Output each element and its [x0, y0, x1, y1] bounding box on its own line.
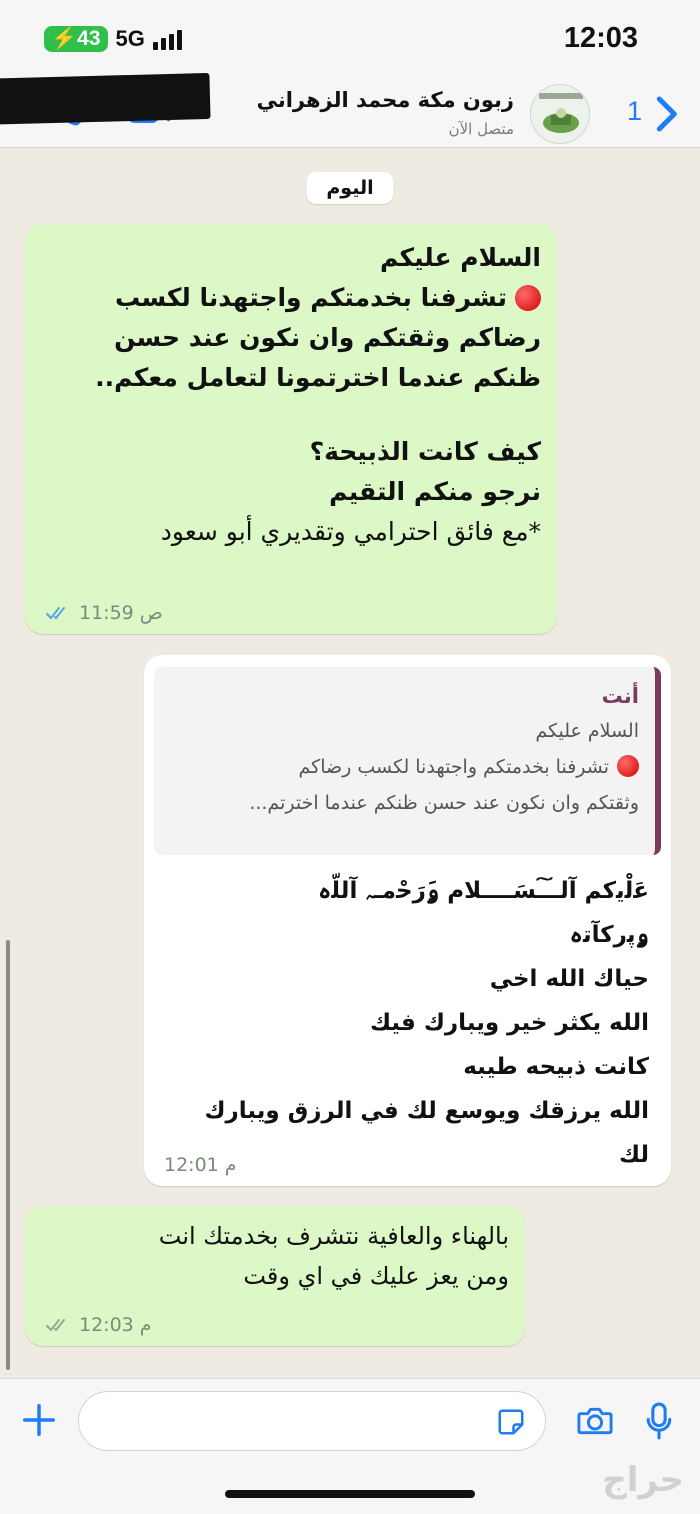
quote-line: وثقتكم وان نكون عند حسن ظنكم عندما اخترتم...	[249, 792, 639, 814]
message-bubble-outgoing[interactable]	[25, 1206, 525, 1346]
chat-header	[0, 78, 700, 148]
camera-icon[interactable]	[576, 1403, 614, 1439]
message-line: كيف كانت الذبيحة؟	[309, 437, 541, 466]
red-circle-emoji-icon	[515, 285, 541, 311]
message-time: 11:59 ص	[79, 602, 163, 624]
message-line: حياك الله اخي	[489, 966, 649, 992]
message-line: كانت ذبيحه طيبه	[463, 1054, 649, 1080]
quote-author: أنت	[601, 684, 639, 708]
back-chevron-icon[interactable]	[650, 94, 682, 134]
message-input[interactable]	[78, 1391, 546, 1451]
message-line: تشرفنا بخدمتكم واجتهدنا لكسب	[41, 278, 541, 318]
plus-icon[interactable]	[20, 1401, 58, 1439]
message-line: ظنكم عندما اخترتمونا لتعامل معكم..	[95, 363, 541, 392]
message-meta	[45, 1314, 152, 1336]
status-indicators	[44, 26, 182, 52]
unread-count[interactable]: 1	[626, 96, 642, 126]
status-bar	[0, 0, 700, 78]
message-line: ومن يعز عليك في اي وقت	[243, 1262, 509, 1290]
message-line: *مع فائق احترامي وتقديري أبو سعود	[160, 517, 541, 546]
message-line: بالهناء والعافية نتشرف بخدمتك انت	[158, 1222, 509, 1250]
presence-status: متصل الآن	[448, 120, 514, 138]
message-line: الله يرزقك ويوسع لك في الرزق ويبارك	[204, 1098, 649, 1124]
delivered-receipt-icon	[45, 1317, 73, 1333]
home-indicator	[225, 1490, 475, 1498]
battery-indicator	[44, 26, 108, 52]
message-meta	[164, 1154, 237, 1176]
avatar-image	[531, 85, 590, 144]
avatar[interactable]	[530, 84, 590, 144]
name-redaction	[0, 73, 211, 125]
message-time: 12:03 م	[79, 1314, 152, 1336]
network-type: 5G	[115, 26, 145, 51]
microphone-icon[interactable]	[644, 1401, 674, 1441]
message-line: السلام عليكم	[379, 243, 541, 272]
watermark-logo: حراج	[602, 1460, 684, 1500]
message-bubble-outgoing[interactable]	[25, 224, 557, 634]
scrollbar[interactable]	[6, 940, 10, 1370]
quote-line: تشرفنا بخدمتكم واجتهدنا لكسب رضاكم	[170, 749, 639, 785]
message-line: الله يكثر خير ويبارك فيك	[369, 1010, 649, 1036]
message-body	[154, 855, 661, 1177]
message-line: رضاكم وثقتكم وان نكون عند حسن	[114, 323, 541, 352]
sticker-icon[interactable]	[496, 1407, 526, 1437]
message-time: 12:01 م	[164, 1154, 237, 1176]
quoted-message[interactable]	[154, 667, 661, 855]
message-line: نرجو منكم التقيم	[329, 477, 541, 506]
message-line: ﻋَﻟْﻳﻛﻢ ﺁﻟــ͠ـسَــــلاﻡ ۅَﺭَﺣْﻣـﮧ ﺁﻟﻠّہ	[317, 878, 649, 904]
message-line: ۅِﭘﺭﻛﺂﺗہ	[569, 922, 649, 948]
date-separator: اليوم	[306, 172, 393, 204]
message-line: لك	[618, 1142, 649, 1168]
contact-name[interactable]: زبون مكة محمد الزهراني	[257, 88, 514, 112]
read-receipt-icon	[45, 605, 73, 621]
quote-line: السلام عليكم	[535, 720, 639, 742]
charging-icon: ⚡	[51, 27, 78, 50]
battery-level: 43	[77, 27, 101, 50]
message-bubble-incoming[interactable]	[144, 655, 671, 1186]
status-time: 12:03	[563, 22, 638, 54]
signal-icon	[153, 28, 182, 50]
message-meta	[45, 602, 163, 624]
red-circle-emoji-icon	[617, 755, 639, 777]
